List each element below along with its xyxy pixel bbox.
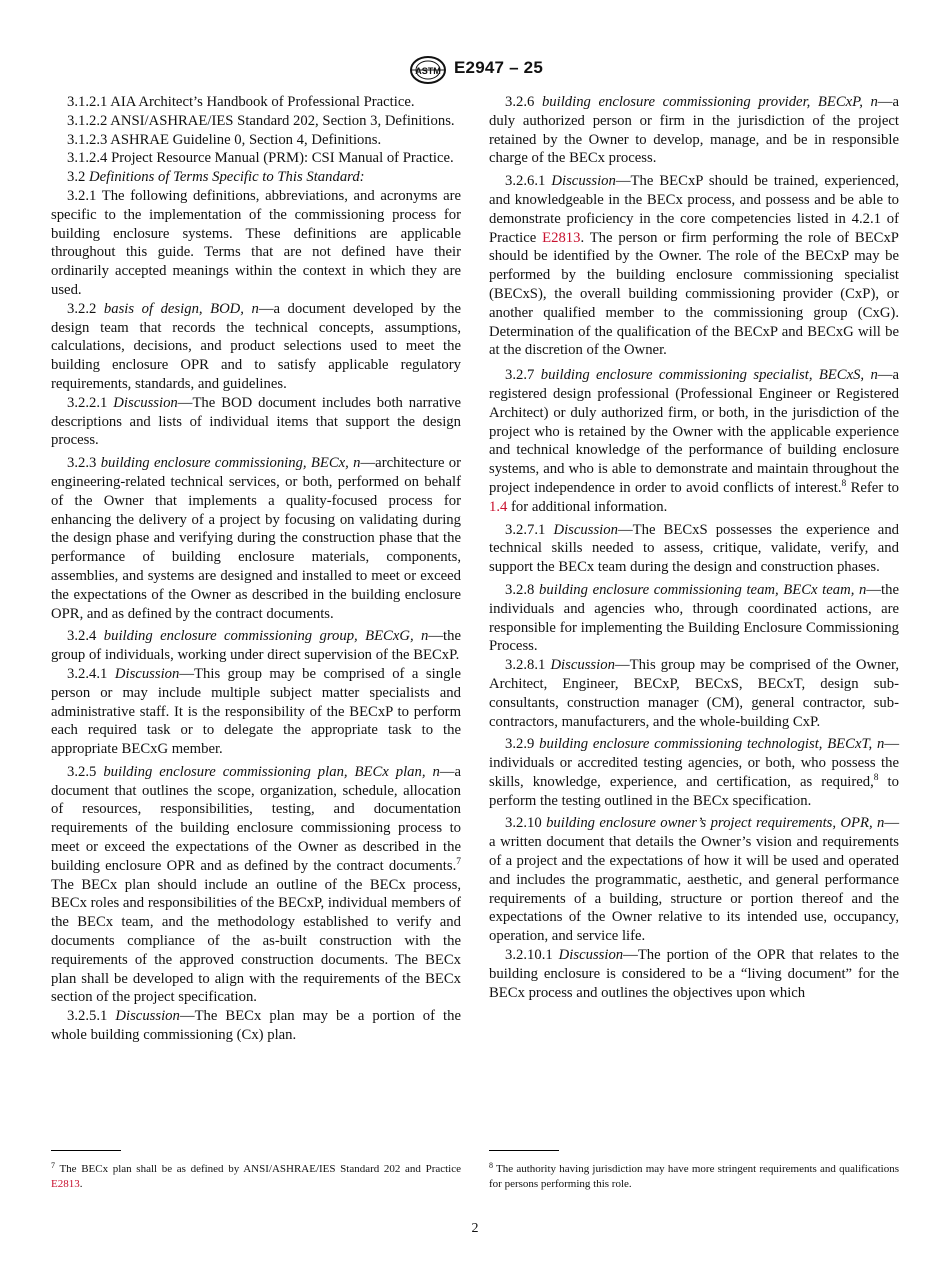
standard-designation: E2947 – 25 xyxy=(454,58,543,77)
footnote-8: $^8$ The authority having jurisdiction may have more stringent requirements and qualifications for persons performing this role. xyxy=(489,1161,899,1190)
paragraph-3-1-2-2: 3.1.2.2 ANSI/ASHRAE/IES Standard 202, Section 3, Definitions. xyxy=(67,112,455,129)
page-number: 2 xyxy=(471,1221,479,1236)
discussion-3-2-10-1: 3.2.10.1 Discussion—The portion of the OPR that relates to the building enclosure is considered to be a “living document” for the BECx process and outlines the objectives upon which xyxy=(489,947,900,1001)
astm-logo-text: ASTM xyxy=(415,66,441,76)
definition-3-2-4: 3.2.4 building enclosure commissioning group, BECxG, n—the group of individuals, working under direct supervision of the BECxP. xyxy=(51,628,461,664)
paragraph-3-1-2-3: 3.1.2.3 ASHRAE Guideline 0, Section 4, Definitions. xyxy=(67,131,382,148)
paragraph-3-1-2-1: 3.1.2.1 AIA Architect’s Handbook of Professional Practice. xyxy=(67,94,415,110)
right-column xyxy=(489,93,899,1002)
definition-3-2-7: 3.2.7 building enclosure commissioning specialist, BECxS, n—a registered design professional (Professional Engineer or Registered Architect) or duly authorized firm, or both, in the jurisdiction of the project who is retained by the Owner with the applicable experience and technical knowledge of the performance of building enclosure systems, and who is able to demonstrate and maintain throughout the project independence in order to avoid conflicts of interest.$^8$ Refer to 1.4 for additional information. xyxy=(489,367,900,515)
footnote-rule-left xyxy=(51,1150,121,1151)
footnote-ref-8[interactable]: 8 xyxy=(841,478,847,489)
discussion-3-2-8-1: 3.2.8.1 Discussion—This group may be comprised of the Owner, Architect, Engineer, BECxP, BECxS, BECxT, design sub-consultants, construction manager (CM), general contractor, sub-contractors, manufacturers, and the whole-building CxP. xyxy=(489,657,899,730)
link-e2813[interactable]: E2813 xyxy=(542,229,581,246)
definition-3-2-2: 3.2.2 basis of design, BOD, n—a document developed by the design team that records the technical concepts, assumptions, calculations, decisions, and product selections used to meet the building enclosure OPR and to satisfy applicable regulatory requirements, standards, and guidelines. xyxy=(51,300,462,392)
definition-3-2-5: 3.2.5 building enclosure commissioning plan, BECx plan, n—a document that outlines the scope, organization, schedule, allocation of resources, responsibilities, testing, and documentation requirements of the building enclosure commissioning process to meet or exceed the expectations of the Owner as described in the building enclosure OPR and as defined by the contract documents.$^7$ The BECx plan should include an outline of the BECx process, BECx roles and responsibilities of the BECxP, individual members of the BECx team, and the methodology established to verify and documents compliance of the as-built construction with the requirements of the approved construction documents. The BECx plan shall be developed to align with the requirements of the BECx section of the project specification. xyxy=(51,763,462,1006)
link-section-1-4[interactable]: 1.4 xyxy=(489,498,508,515)
discussion-3-2-7-1: 3.2.7.1 Discussion—The BECxS possesses the experience and technical skills needed to assess, critique, validate, verify, and support the BECx team during the design and construction phases. xyxy=(489,521,900,576)
footnote-ref-7[interactable]: 7 xyxy=(456,856,461,867)
paragraph-3-2-1: 3.2.1 The following definitions, abbreviations, and acronyms are specific to the implementation of the commissioning process for building enclosure systems. These definitions are applicable throughout this guide. Terms that are not defined have their ordinarily accepted meanings within the context in which they are used. xyxy=(51,187,461,298)
footnote-link-e2813[interactable]: E2813 xyxy=(51,1178,80,1190)
definition-3-2-6: 3.2.6 building enclosure commissioning provider, BECxP, n—a duly authorized person or firm in the jurisdiction of the project retained by the Owner to develop, manage, and be in responsible charge of the BECx process. xyxy=(489,94,900,167)
definition-3-2-3: 3.2.3 building enclosure commissioning, BECx, n—architecture or engineering-related technical services, or both, performed on behalf of the Owner that implements a quality-focused process for enhancing the delivery of a project by focusing on validating during the design phase and verifying during the construction phase that the performance of building enclosure materials, components, assemblies, and systems are designed and installed to meet or exceed the expectations of the Owner as described in the building enclosure OPR, and as defined by the contract documents. xyxy=(51,455,462,622)
section-heading-3-2: 3.2 Definitions of Terms Specific to This Standard: xyxy=(67,169,365,186)
astm-logo-icon xyxy=(408,55,448,85)
left-column xyxy=(51,93,461,1045)
definition-3-2-10: 3.2.10 building enclosure owner’s project requirements, OPR, n—a written document that details the Owner’s vision and requirements of a project and the expectations of how it will be used and operated and includes the programmatic, aesthetic, and general performance requirements of a building, structure or portion thereof and the expectations of the Owner relative to its intended use, occupancy, operation, and service life. xyxy=(489,815,899,945)
paragraph-3-1-2-4: 3.1.2.4 Project Resource Manual (PRM): CSI Manual of Practice. xyxy=(67,150,454,167)
definition-3-2-9: 3.2.9 building enclosure commissioning technologist, BECxT, n—individuals or accredited testing agencies, or both, who possess the skills, knowledge, experience, and certification, as required,$^8$ to perform the testing outlined in the BECx specification. xyxy=(489,736,899,809)
page-header xyxy=(0,55,950,85)
discussion-3-2-6-1: 3.2.6.1 Discussion—The BECxP should be trained, experienced, and knowledgeable in the BECx process, and possess and be able to demonstrate proficiency in the core competencies listed in 4.2.1 of Practice E2813. The person or firm performing the role of BECxP should be identified by the Owner. The role of the BECxP may be performed by the building enclosure commissioning specialist (BECxS), the overall building commissioning provider (CxP), or another qualified member to the commissioning group (CxG). Determination of the qualification of the BECxP and BECxG will be at the discretion of the Owner. xyxy=(489,173,899,359)
discussion-3-2-4-1: 3.2.4.1 Discussion—This group may be comprised of a single person or may include multiple subject matter specialists and administrative staff. It is the responsibility of the BECxP to perform each required task or to delegate the appropriate task to the appropriate BECxG member. xyxy=(51,665,462,758)
discussion-3-2-2-1: 3.2.2.1 Discussion—The BOD document includes both narrative descriptions and lists of individual items that support the design process. xyxy=(51,394,461,449)
footnote-7: $^7$ The BECx plan shall be as defined by ANSI/ASHRAE/IES Standard 202 and Practice E2813. xyxy=(51,1161,461,1190)
definition-3-2-8: 3.2.8 building enclosure commissioning team, BECx team, n—the individuals and agencies who, through coordinated actions, are responsible for implementing the Building Enclosure Commissioning Process. xyxy=(489,581,899,655)
footnote-rule-right xyxy=(489,1150,559,1151)
discussion-3-2-5-1: 3.2.5.1 Discussion—The BECx plan may be a portion of the whole building commissioning (Cx) plan. xyxy=(51,1008,461,1044)
footnote-ref-8b[interactable]: 8 xyxy=(873,772,879,783)
